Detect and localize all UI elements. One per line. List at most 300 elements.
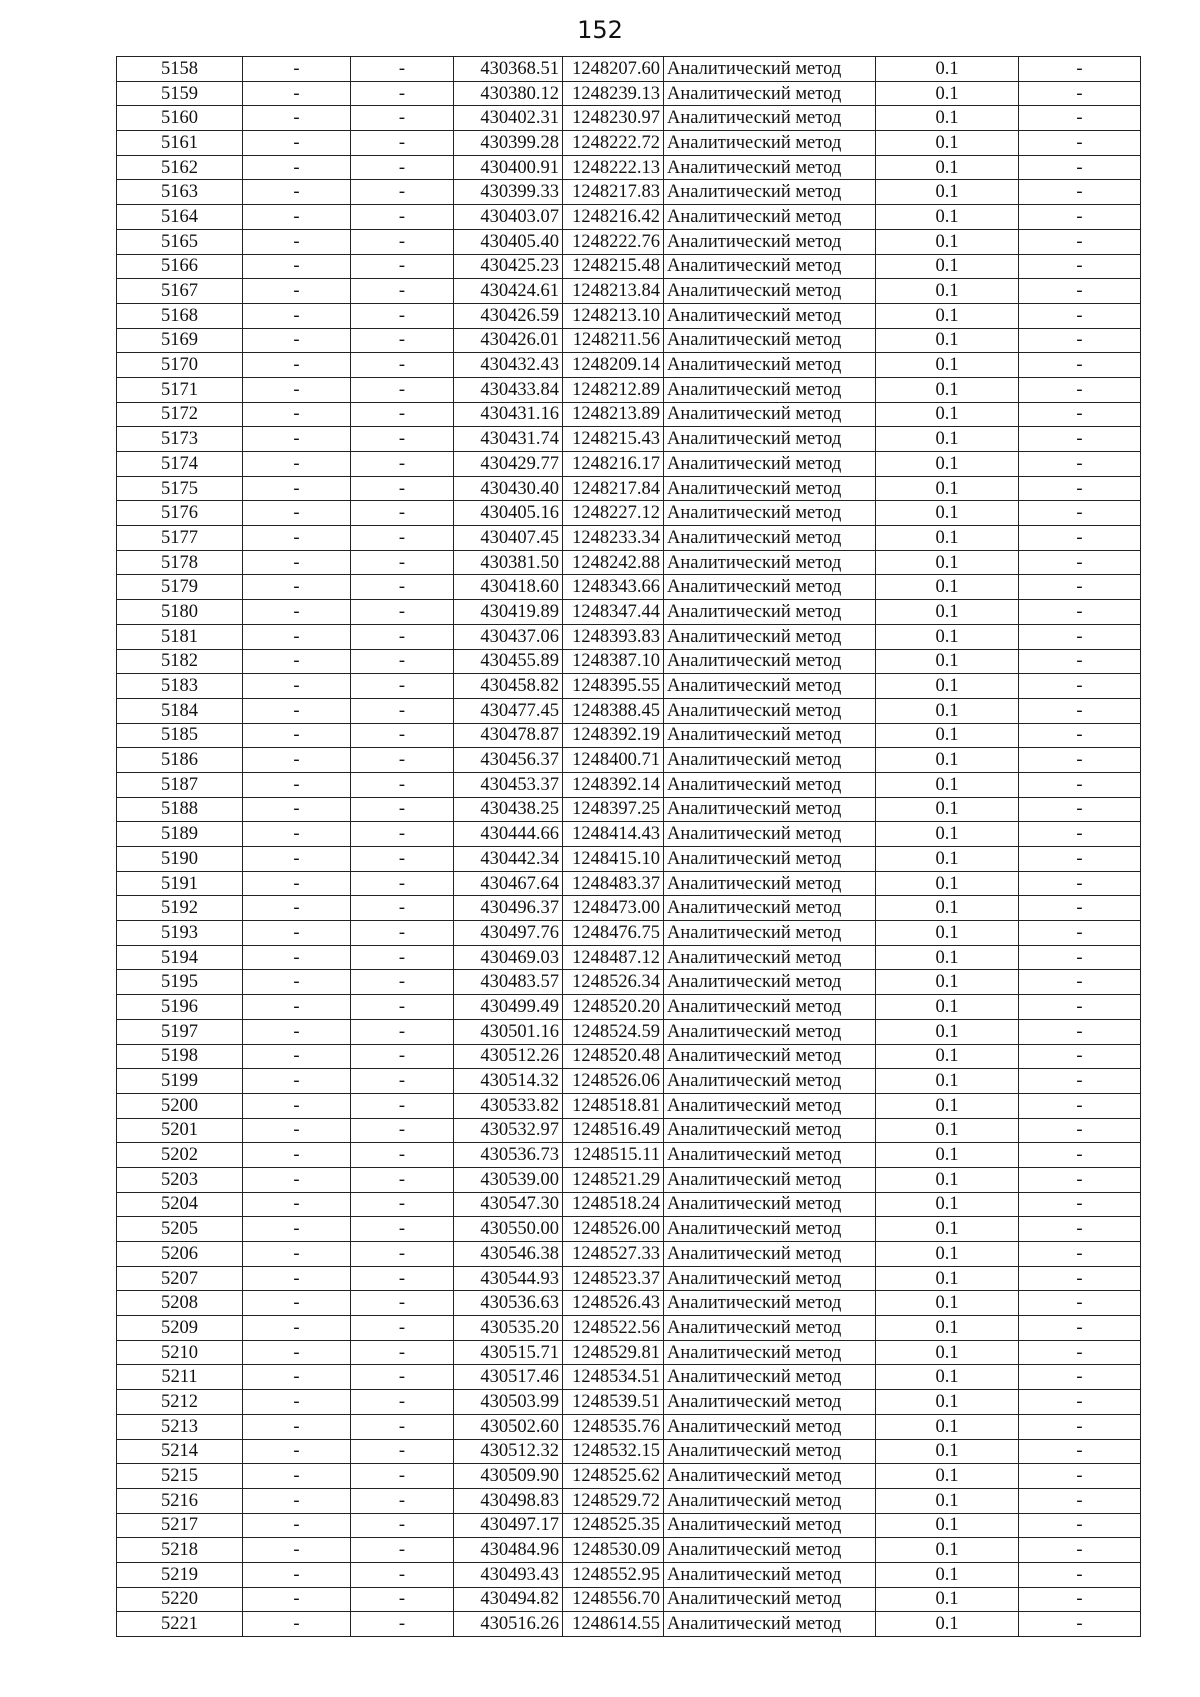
dash-cell-c: -	[1019, 1587, 1141, 1612]
dash-cell-c: -	[1019, 1488, 1141, 1513]
dash-cell-b: -	[351, 723, 454, 748]
dash-cell-b: -	[351, 674, 454, 699]
x-coordinate-cell: 430509.90	[454, 1464, 563, 1489]
method-cell: Аналитический метод	[664, 1464, 876, 1489]
point-number-cell: 5200	[117, 1093, 243, 1118]
point-number-cell: 5188	[117, 797, 243, 822]
table-row	[117, 871, 1141, 896]
accuracy-cell: 0.1	[876, 698, 1019, 723]
dash-cell-a: -	[243, 995, 351, 1020]
accuracy-cell: 0.1	[876, 797, 1019, 822]
accuracy-cell: 0.1	[876, 1266, 1019, 1291]
point-number-cell: 5162	[117, 155, 243, 180]
dash-cell-c: -	[1019, 847, 1141, 872]
dash-cell-c: -	[1019, 452, 1141, 477]
dash-cell-a: -	[243, 501, 351, 526]
x-coordinate-cell: 430407.45	[454, 526, 563, 551]
dash-cell-a: -	[243, 1093, 351, 1118]
accuracy-cell: 0.1	[876, 1365, 1019, 1390]
x-coordinate-cell: 430432.43	[454, 353, 563, 378]
dash-cell-c: -	[1019, 1340, 1141, 1365]
method-cell: Аналитический метод	[664, 1562, 876, 1587]
point-number-cell: 5193	[117, 921, 243, 946]
y-coordinate-cell: 1248217.84	[563, 476, 664, 501]
dash-cell-a: -	[243, 526, 351, 551]
method-cell: Аналитический метод	[664, 328, 876, 353]
dash-cell-b: -	[351, 1464, 454, 1489]
method-cell: Аналитический метод	[664, 1291, 876, 1316]
dash-cell-a: -	[243, 748, 351, 773]
y-coordinate-cell: 1248393.83	[563, 624, 664, 649]
table-row	[117, 1488, 1141, 1513]
dash-cell-c: -	[1019, 402, 1141, 427]
dash-cell-c: -	[1019, 1266, 1141, 1291]
accuracy-cell: 0.1	[876, 1587, 1019, 1612]
y-coordinate-cell: 1248392.14	[563, 772, 664, 797]
dash-cell-a: -	[243, 1316, 351, 1341]
point-number-cell: 5186	[117, 748, 243, 773]
table-row	[117, 328, 1141, 353]
dash-cell-b: -	[351, 624, 454, 649]
point-number-cell: 5220	[117, 1587, 243, 1612]
accuracy-cell: 0.1	[876, 155, 1019, 180]
y-coordinate-cell: 1248216.17	[563, 452, 664, 477]
x-coordinate-cell: 430499.49	[454, 995, 563, 1020]
x-coordinate-cell: 430517.46	[454, 1365, 563, 1390]
dash-cell-c: -	[1019, 377, 1141, 402]
x-coordinate-cell: 430402.31	[454, 106, 563, 131]
accuracy-cell: 0.1	[876, 575, 1019, 600]
y-coordinate-cell: 1248525.62	[563, 1464, 664, 1489]
y-coordinate-cell: 1248556.70	[563, 1587, 664, 1612]
x-coordinate-cell: 430431.74	[454, 427, 563, 452]
point-number-cell: 5206	[117, 1242, 243, 1267]
dash-cell-b: -	[351, 1439, 454, 1464]
method-cell: Аналитический метод	[664, 847, 876, 872]
table-row	[117, 1242, 1141, 1267]
table-row	[117, 303, 1141, 328]
accuracy-cell: 0.1	[876, 723, 1019, 748]
dash-cell-b: -	[351, 847, 454, 872]
x-coordinate-cell: 430424.61	[454, 279, 563, 304]
method-cell: Аналитический метод	[664, 723, 876, 748]
x-coordinate-cell: 430501.16	[454, 1019, 563, 1044]
dash-cell-b: -	[351, 575, 454, 600]
dash-cell-a: -	[243, 1365, 351, 1390]
dash-cell-b: -	[351, 279, 454, 304]
dash-cell-c: -	[1019, 575, 1141, 600]
accuracy-cell: 0.1	[876, 1562, 1019, 1587]
accuracy-cell: 0.1	[876, 1217, 1019, 1242]
x-coordinate-cell: 430546.38	[454, 1242, 563, 1267]
dash-cell-b: -	[351, 1513, 454, 1538]
dash-cell-b: -	[351, 772, 454, 797]
table-row	[117, 81, 1141, 106]
point-number-cell: 5173	[117, 427, 243, 452]
dash-cell-c: -	[1019, 501, 1141, 526]
dash-cell-b: -	[351, 377, 454, 402]
y-coordinate-cell: 1248415.10	[563, 847, 664, 872]
dash-cell-a: -	[243, 279, 351, 304]
point-number-cell: 5181	[117, 624, 243, 649]
y-coordinate-cell: 1248213.84	[563, 279, 664, 304]
y-coordinate-cell: 1248522.56	[563, 1316, 664, 1341]
method-cell: Аналитический метод	[664, 1488, 876, 1513]
dash-cell-c: -	[1019, 624, 1141, 649]
dash-cell-b: -	[351, 1365, 454, 1390]
x-coordinate-cell: 430469.03	[454, 945, 563, 970]
x-coordinate-cell: 430425.23	[454, 254, 563, 279]
dash-cell-a: -	[243, 254, 351, 279]
point-number-cell: 5159	[117, 81, 243, 106]
accuracy-cell: 0.1	[876, 674, 1019, 699]
accuracy-cell: 0.1	[876, 1044, 1019, 1069]
dash-cell-b: -	[351, 1044, 454, 1069]
point-number-cell: 5171	[117, 377, 243, 402]
y-coordinate-cell: 1248530.09	[563, 1538, 664, 1563]
point-number-cell: 5191	[117, 871, 243, 896]
dash-cell-b: -	[351, 1488, 454, 1513]
dash-cell-b: -	[351, 945, 454, 970]
x-coordinate-cell: 430514.32	[454, 1069, 563, 1094]
method-cell: Аналитический метод	[664, 649, 876, 674]
point-number-cell: 5172	[117, 402, 243, 427]
dash-cell-c: -	[1019, 1167, 1141, 1192]
table-row	[117, 921, 1141, 946]
point-number-cell: 5216	[117, 1488, 243, 1513]
dash-cell-b: -	[351, 995, 454, 1020]
dash-cell-c: -	[1019, 1538, 1141, 1563]
dash-cell-b: -	[351, 1340, 454, 1365]
point-number-cell: 5201	[117, 1118, 243, 1143]
x-coordinate-cell: 430456.37	[454, 748, 563, 773]
y-coordinate-cell: 1248526.43	[563, 1291, 664, 1316]
table-row	[117, 1513, 1141, 1538]
dash-cell-c: -	[1019, 1316, 1141, 1341]
accuracy-cell: 0.1	[876, 303, 1019, 328]
y-coordinate-cell: 1248523.37	[563, 1266, 664, 1291]
accuracy-cell: 0.1	[876, 1390, 1019, 1415]
point-number-cell: 5219	[117, 1562, 243, 1587]
point-number-cell: 5182	[117, 649, 243, 674]
x-coordinate-cell: 430477.45	[454, 698, 563, 723]
dash-cell-c: -	[1019, 945, 1141, 970]
dash-cell-a: -	[243, 1266, 351, 1291]
dash-cell-a: -	[243, 1118, 351, 1143]
y-coordinate-cell: 1248230.97	[563, 106, 664, 131]
x-coordinate-cell: 430380.12	[454, 81, 563, 106]
dash-cell-a: -	[243, 180, 351, 205]
dash-cell-c: -	[1019, 476, 1141, 501]
accuracy-cell: 0.1	[876, 205, 1019, 230]
dash-cell-a: -	[243, 649, 351, 674]
x-coordinate-cell: 430453.37	[454, 772, 563, 797]
dash-cell-a: -	[243, 131, 351, 156]
table-row	[117, 772, 1141, 797]
x-coordinate-cell: 430539.00	[454, 1167, 563, 1192]
dash-cell-a: -	[243, 328, 351, 353]
table-row	[117, 476, 1141, 501]
y-coordinate-cell: 1248476.75	[563, 921, 664, 946]
method-cell: Аналитический метод	[664, 1019, 876, 1044]
point-number-cell: 5202	[117, 1143, 243, 1168]
y-coordinate-cell: 1248222.76	[563, 229, 664, 254]
x-coordinate-cell: 430478.87	[454, 723, 563, 748]
dash-cell-a: -	[243, 1390, 351, 1415]
y-coordinate-cell: 1248397.25	[563, 797, 664, 822]
dash-cell-c: -	[1019, 180, 1141, 205]
table-row	[117, 1538, 1141, 1563]
y-coordinate-cell: 1248227.12	[563, 501, 664, 526]
method-cell: Аналитический метод	[664, 1192, 876, 1217]
method-cell: Аналитический метод	[664, 353, 876, 378]
y-coordinate-cell: 1248213.10	[563, 303, 664, 328]
table-row	[117, 131, 1141, 156]
table-row	[117, 501, 1141, 526]
dash-cell-a: -	[243, 871, 351, 896]
accuracy-cell: 0.1	[876, 377, 1019, 402]
accuracy-cell: 0.1	[876, 945, 1019, 970]
x-coordinate-cell: 430426.01	[454, 328, 563, 353]
point-number-cell: 5211	[117, 1365, 243, 1390]
table-row	[117, 1019, 1141, 1044]
dash-cell-a: -	[243, 1612, 351, 1637]
dash-cell-a: -	[243, 427, 351, 452]
x-coordinate-cell: 430536.73	[454, 1143, 563, 1168]
table-row	[117, 155, 1141, 180]
accuracy-cell: 0.1	[876, 328, 1019, 353]
method-cell: Аналитический метод	[664, 229, 876, 254]
method-cell: Аналитический метод	[664, 402, 876, 427]
table-row	[117, 995, 1141, 1020]
x-coordinate-cell: 430405.16	[454, 501, 563, 526]
method-cell: Аналитический метод	[664, 452, 876, 477]
x-coordinate-cell: 430516.26	[454, 1612, 563, 1637]
dash-cell-c: -	[1019, 229, 1141, 254]
accuracy-cell: 0.1	[876, 847, 1019, 872]
method-cell: Аналитический метод	[664, 57, 876, 82]
point-number-cell: 5179	[117, 575, 243, 600]
accuracy-cell: 0.1	[876, 921, 1019, 946]
accuracy-cell: 0.1	[876, 81, 1019, 106]
dash-cell-c: -	[1019, 921, 1141, 946]
dash-cell-c: -	[1019, 822, 1141, 847]
table-row	[117, 1612, 1141, 1637]
table-row	[117, 896, 1141, 921]
x-coordinate-cell: 430455.89	[454, 649, 563, 674]
y-coordinate-cell: 1248526.34	[563, 970, 664, 995]
table-row	[117, 1217, 1141, 1242]
point-number-cell: 5199	[117, 1069, 243, 1094]
dash-cell-c: -	[1019, 970, 1141, 995]
y-coordinate-cell: 1248242.88	[563, 550, 664, 575]
method-cell: Аналитический метод	[664, 797, 876, 822]
point-number-cell: 5217	[117, 1513, 243, 1538]
y-coordinate-cell: 1248516.49	[563, 1118, 664, 1143]
accuracy-cell: 0.1	[876, 452, 1019, 477]
x-coordinate-cell: 430502.60	[454, 1414, 563, 1439]
method-cell: Аналитический метод	[664, 1538, 876, 1563]
method-cell: Аналитический метод	[664, 1316, 876, 1341]
dash-cell-c: -	[1019, 674, 1141, 699]
x-coordinate-cell: 430503.99	[454, 1390, 563, 1415]
table-row	[117, 748, 1141, 773]
y-coordinate-cell: 1248395.55	[563, 674, 664, 699]
method-cell: Аналитический метод	[664, 1340, 876, 1365]
point-number-cell: 5158	[117, 57, 243, 82]
page-number: 152	[577, 16, 623, 44]
point-number-cell: 5218	[117, 1538, 243, 1563]
table-row	[117, 229, 1141, 254]
accuracy-cell: 0.1	[876, 57, 1019, 82]
method-cell: Аналитический метод	[664, 1587, 876, 1612]
method-cell: Аналитический метод	[664, 526, 876, 551]
table-row	[117, 377, 1141, 402]
dash-cell-c: -	[1019, 427, 1141, 452]
method-cell: Аналитический метод	[664, 501, 876, 526]
dash-cell-a: -	[243, 1513, 351, 1538]
dash-cell-c: -	[1019, 1464, 1141, 1489]
dash-cell-c: -	[1019, 723, 1141, 748]
dash-cell-c: -	[1019, 57, 1141, 82]
table-row	[117, 674, 1141, 699]
table-row	[117, 452, 1141, 477]
dash-cell-b: -	[351, 1587, 454, 1612]
accuracy-cell: 0.1	[876, 1143, 1019, 1168]
method-cell: Аналитический метод	[664, 254, 876, 279]
dash-cell-c: -	[1019, 205, 1141, 230]
method-cell: Аналитический метод	[664, 1242, 876, 1267]
y-coordinate-cell: 1248209.14	[563, 353, 664, 378]
dash-cell-b: -	[351, 1167, 454, 1192]
point-number-cell: 5168	[117, 303, 243, 328]
dash-cell-c: -	[1019, 1365, 1141, 1390]
accuracy-cell: 0.1	[876, 600, 1019, 625]
dash-cell-b: -	[351, 871, 454, 896]
point-number-cell: 5189	[117, 822, 243, 847]
coordinates-table-body	[117, 57, 1141, 1637]
accuracy-cell: 0.1	[876, 624, 1019, 649]
dash-cell-a: -	[243, 402, 351, 427]
accuracy-cell: 0.1	[876, 550, 1019, 575]
table-row	[117, 575, 1141, 600]
dash-cell-a: -	[243, 377, 351, 402]
accuracy-cell: 0.1	[876, 748, 1019, 773]
dash-cell-c: -	[1019, 1414, 1141, 1439]
point-number-cell: 5190	[117, 847, 243, 872]
dash-cell-b: -	[351, 550, 454, 575]
dash-cell-c: -	[1019, 1192, 1141, 1217]
dash-cell-b: -	[351, 1093, 454, 1118]
dash-cell-b: -	[351, 1266, 454, 1291]
accuracy-cell: 0.1	[876, 772, 1019, 797]
y-coordinate-cell: 1248473.00	[563, 896, 664, 921]
accuracy-cell: 0.1	[876, 1538, 1019, 1563]
accuracy-cell: 0.1	[876, 526, 1019, 551]
point-number-cell: 5180	[117, 600, 243, 625]
method-cell: Аналитический метод	[664, 106, 876, 131]
point-number-cell: 5207	[117, 1266, 243, 1291]
method-cell: Аналитический метод	[664, 995, 876, 1020]
dash-cell-c: -	[1019, 1513, 1141, 1538]
accuracy-cell: 0.1	[876, 1414, 1019, 1439]
dash-cell-a: -	[243, 1562, 351, 1587]
method-cell: Аналитический метод	[664, 205, 876, 230]
table-row	[117, 649, 1141, 674]
point-number-cell: 5192	[117, 896, 243, 921]
dash-cell-a: -	[243, 772, 351, 797]
dash-cell-b: -	[351, 353, 454, 378]
point-number-cell: 5164	[117, 205, 243, 230]
table-row	[117, 57, 1141, 82]
x-coordinate-cell: 430515.71	[454, 1340, 563, 1365]
dash-cell-a: -	[243, 797, 351, 822]
dash-cell-a: -	[243, 476, 351, 501]
dash-cell-c: -	[1019, 1291, 1141, 1316]
point-number-cell: 5213	[117, 1414, 243, 1439]
accuracy-cell: 0.1	[876, 476, 1019, 501]
accuracy-cell: 0.1	[876, 254, 1019, 279]
point-number-cell: 5197	[117, 1019, 243, 1044]
method-cell: Аналитический метод	[664, 1513, 876, 1538]
point-number-cell: 5185	[117, 723, 243, 748]
method-cell: Аналитический метод	[664, 600, 876, 625]
accuracy-cell: 0.1	[876, 402, 1019, 427]
method-cell: Аналитический метод	[664, 1439, 876, 1464]
dash-cell-a: -	[243, 1019, 351, 1044]
x-coordinate-cell: 430497.76	[454, 921, 563, 946]
method-cell: Аналитический метод	[664, 871, 876, 896]
accuracy-cell: 0.1	[876, 1093, 1019, 1118]
point-number-cell: 5166	[117, 254, 243, 279]
accuracy-cell: 0.1	[876, 1242, 1019, 1267]
dash-cell-a: -	[243, 600, 351, 625]
x-coordinate-cell: 430430.40	[454, 476, 563, 501]
dash-cell-b: -	[351, 131, 454, 156]
point-number-cell: 5187	[117, 772, 243, 797]
table-row	[117, 427, 1141, 452]
table-row	[117, 1044, 1141, 1069]
point-number-cell: 5214	[117, 1439, 243, 1464]
x-coordinate-cell: 430536.63	[454, 1291, 563, 1316]
dash-cell-a: -	[243, 550, 351, 575]
method-cell: Аналитический метод	[664, 1143, 876, 1168]
y-coordinate-cell: 1248217.83	[563, 180, 664, 205]
y-coordinate-cell: 1248207.60	[563, 57, 664, 82]
method-cell: Аналитический метод	[664, 674, 876, 699]
table-row	[117, 1340, 1141, 1365]
dash-cell-c: -	[1019, 550, 1141, 575]
dash-cell-b: -	[351, 921, 454, 946]
dash-cell-b: -	[351, 205, 454, 230]
dash-cell-a: -	[243, 452, 351, 477]
dash-cell-b: -	[351, 1414, 454, 1439]
dash-cell-c: -	[1019, 698, 1141, 723]
point-number-cell: 5203	[117, 1167, 243, 1192]
dash-cell-c: -	[1019, 1069, 1141, 1094]
x-coordinate-cell: 430405.40	[454, 229, 563, 254]
method-cell: Аналитический метод	[664, 1612, 876, 1637]
dash-cell-a: -	[243, 1143, 351, 1168]
dash-cell-a: -	[243, 945, 351, 970]
table-row	[117, 970, 1141, 995]
point-number-cell: 5209	[117, 1316, 243, 1341]
point-number-cell: 5169	[117, 328, 243, 353]
point-number-cell: 5194	[117, 945, 243, 970]
dash-cell-b: -	[351, 698, 454, 723]
dash-cell-b: -	[351, 649, 454, 674]
point-number-cell: 5175	[117, 476, 243, 501]
